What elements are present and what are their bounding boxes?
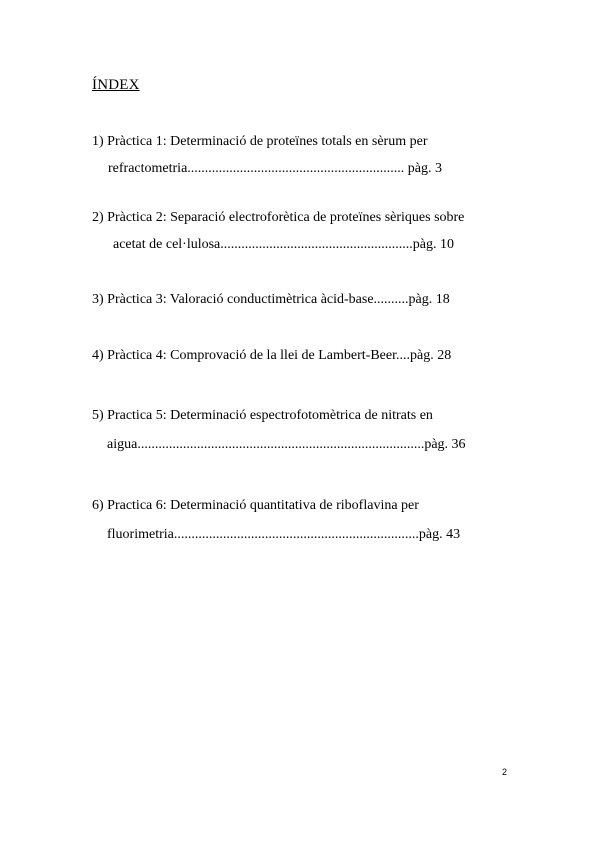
- toc-entry-1-line-2: refractometria.............................................................. pàg. 3: [108, 161, 442, 176]
- page-number: 2: [502, 767, 508, 777]
- toc-entry-5-line-2: aigua..................................................................................pàg. 36: [107, 437, 466, 452]
- toc-entry-4: 4) Pràctica 4: Comprovació de la llei de Lambert-Beer....pàg. 28: [92, 348, 452, 363]
- index-title: ÍNDEX: [92, 77, 140, 93]
- toc-entry-2-line-1: 2) Pràctica 2: Separació electroforètica de proteïnes sèriques sobre: [92, 210, 465, 225]
- toc-entry-5-line-1: 5) Practica 5: Determinació espectrofotomètrica de nitrats en: [92, 408, 433, 423]
- toc-entry-3: 3) Pràctica 3: Valoració conductimètrica àcid-base..........pàg. 18: [92, 292, 450, 307]
- toc-entry-6-line-2: fluorimetria......................................................................pàg. 43: [107, 527, 461, 542]
- toc-entry-6-line-1: 6) Practica 6: Determinació quantitativa de riboflavina per: [92, 498, 419, 513]
- toc-entry-2-line-2: acetat de cel·lulosa.......................................................pàg. 10: [113, 237, 454, 252]
- toc-entry-1-line-1: 1) Pràctica 1: Determinació de proteïnes totals en sèrum per: [92, 134, 428, 149]
